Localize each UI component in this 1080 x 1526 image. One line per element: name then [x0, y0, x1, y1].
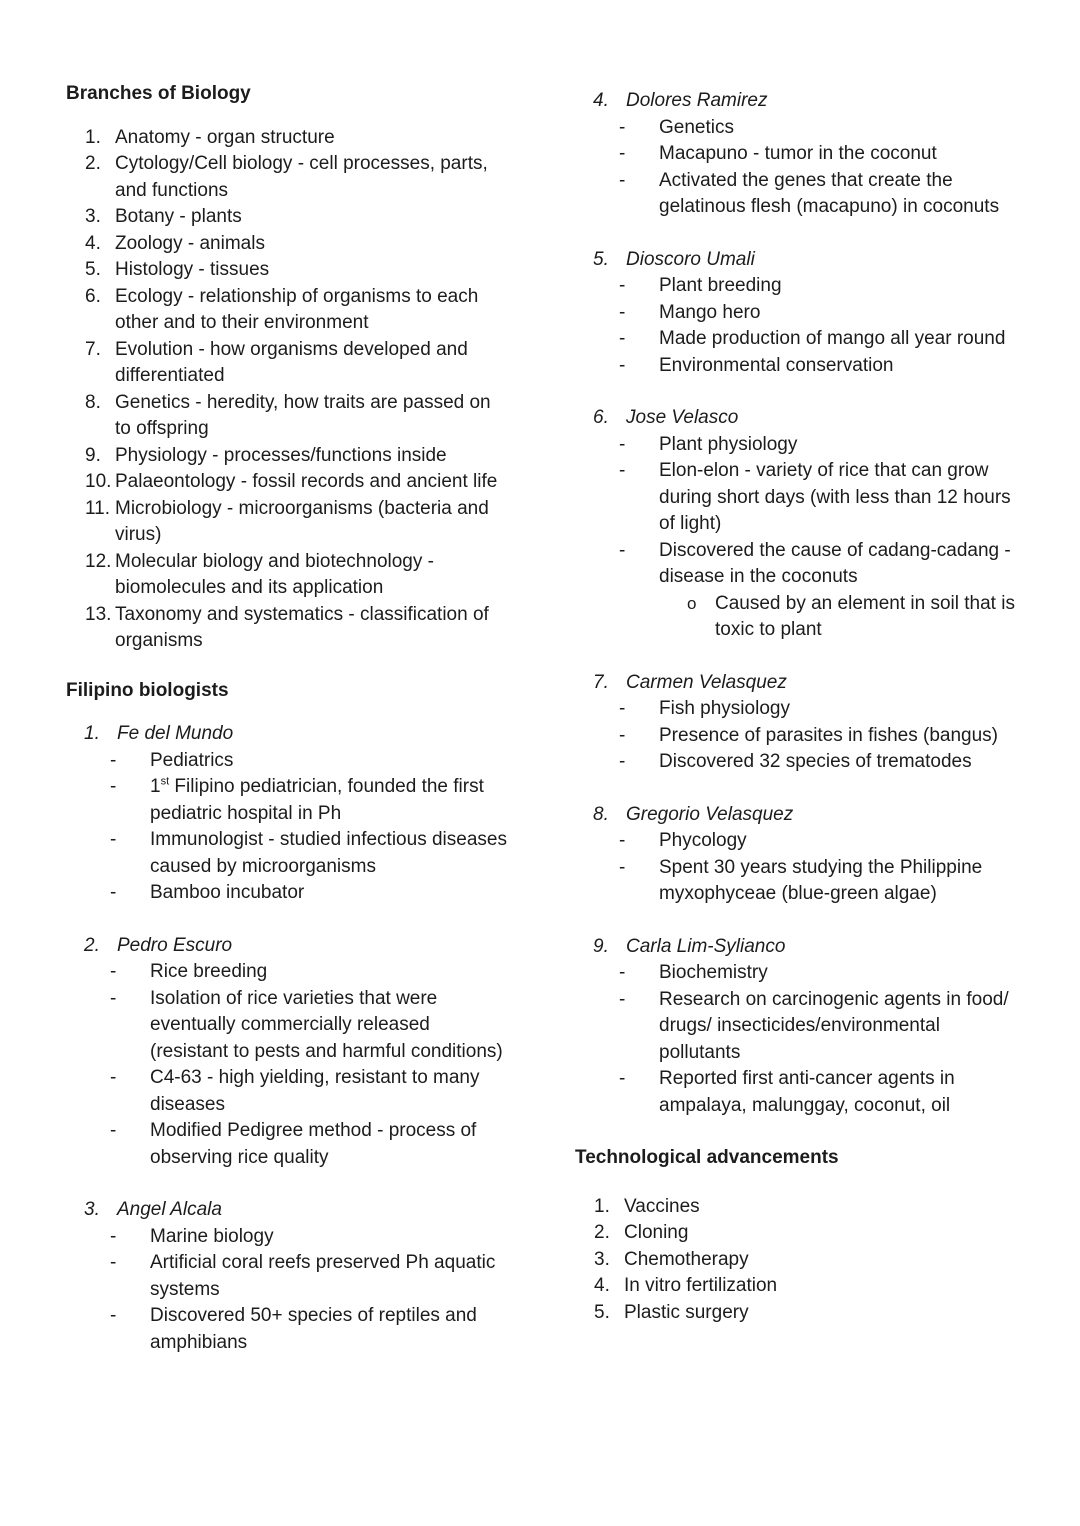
- branch-list-item: [66, 125, 508, 152]
- biologist-entry: [575, 88, 1015, 221]
- biologist-name-row: [575, 670, 1015, 697]
- bullet-text: Immunologist - studied infectious diseases caused by microorganisms: [150, 829, 507, 877]
- tech-list-item: [575, 1194, 1015, 1221]
- biologist-number: 1.: [84, 723, 100, 744]
- bullet-text: Made production of mango all year round: [659, 328, 1006, 349]
- dash-marker: [619, 828, 659, 855]
- dash-marker: [619, 273, 659, 300]
- left-column: [66, 0, 508, 1382]
- dash-marker: [110, 1065, 150, 1118]
- dash-marker: [619, 326, 659, 353]
- biologist-name: Pedro Escuro: [117, 934, 233, 956]
- bullet-item: [66, 880, 508, 907]
- bullet-item: [575, 723, 1015, 750]
- sub-bullet-item: [575, 591, 1015, 644]
- bullet-text: Pediatrics: [150, 749, 234, 771]
- dash-marker: [619, 115, 659, 142]
- tech-item-text: Cloning: [624, 1222, 689, 1243]
- section-heading-biologists: Filipino biologists: [66, 679, 229, 701]
- bullet-item: [66, 1065, 508, 1118]
- bullet-item: [575, 960, 1015, 987]
- tech-list-item: [575, 1220, 1015, 1247]
- circle-marker: [687, 591, 715, 644]
- bullet-item: [575, 696, 1015, 723]
- bullet-item: [575, 273, 1015, 300]
- bullet-item: [66, 748, 508, 775]
- bullet-item: [66, 986, 508, 1066]
- dash-marker: [619, 538, 659, 591]
- bullet-text: Reported first anti-cancer agents in ampalaya, malunggay, coconut, oil: [659, 1068, 955, 1116]
- branch-list-item: [66, 231, 508, 258]
- dash-marker: [619, 987, 659, 1067]
- text-part: 1: [150, 776, 161, 797]
- tech-item-text: In vitro fertilization: [624, 1275, 778, 1296]
- bullet-item: [575, 855, 1015, 908]
- dash-marker: [110, 1303, 150, 1356]
- biologist-name-row: [66, 933, 508, 960]
- dash-marker: [619, 1066, 659, 1119]
- biologist-entry: [575, 405, 1015, 644]
- bullet-item: [575, 538, 1015, 591]
- bullet-text: Spent 30 years studying the Philippine myxophyceae (blue-green algae): [659, 856, 983, 904]
- biologist-entry: [575, 670, 1015, 776]
- bullet-item: [66, 774, 508, 827]
- bullet-text: Discovered the cause of cadang-cadang - disease in the coconuts: [659, 539, 1011, 587]
- dash-marker: [619, 300, 659, 327]
- biologist-entry: [66, 721, 508, 907]
- biologist-name: Carmen Velasquez: [626, 671, 787, 693]
- branch-item-text: Anatomy - organ structure: [115, 126, 335, 148]
- dash-marker: [110, 959, 150, 986]
- branch-item-text: Ecology - relationship of organisms to each other and to their environment: [115, 285, 479, 333]
- bullet-item: [575, 458, 1015, 538]
- bullet-item: [575, 749, 1015, 776]
- bullet-item: [575, 326, 1015, 353]
- branch-item-text: Evolution - how organisms developed and differentiated: [115, 338, 468, 386]
- branch-item-text: Zoology - animals: [115, 232, 265, 254]
- bullet-item: [575, 828, 1015, 855]
- tech-list-item: [575, 1273, 1015, 1300]
- dash-marker: [619, 696, 659, 723]
- bullet-text: Elon-elon - variety of rice that can grow during short days (with less than 12 hours of light): [659, 460, 1011, 534]
- dash-marker: [110, 748, 150, 775]
- bullet-item: [575, 115, 1015, 142]
- branch-item-text: Histology - tissues: [115, 259, 270, 280]
- branches-list: [66, 125, 508, 655]
- dash-marker: [110, 827, 150, 880]
- branch-item-text: Taxonomy and systematics - classification of organisms: [115, 603, 489, 651]
- biologist-name-row: [66, 721, 508, 748]
- text-part: Filipino pediatrician, founded the first pediatric hospital in Ph: [150, 776, 484, 824]
- tech-item-text: Plastic surgery: [624, 1301, 749, 1323]
- biologist-entry: [66, 1197, 508, 1356]
- branch-list-item: [66, 469, 508, 496]
- bullet-text: Plant physiology: [659, 433, 798, 455]
- biologist-name: Dolores Ramirez: [626, 90, 768, 111]
- branch-list-item: [66, 602, 508, 655]
- branch-list-item: [66, 549, 508, 602]
- tech-list-item: [575, 1300, 1015, 1327]
- dash-marker: [619, 168, 659, 221]
- dash-marker: [619, 458, 659, 538]
- bullet-text: Research on carcinogenic agents in food/ drugs/ insecticides/environmental pollutants: [659, 988, 1009, 1063]
- dash-marker: [619, 749, 659, 776]
- branch-list-item: [66, 337, 508, 390]
- sub-bullet-text: Caused by an element in soil that is toxic to plant: [715, 592, 1015, 640]
- branch-list-item: [66, 151, 508, 204]
- biologist-name: Jose Velasco: [626, 407, 739, 428]
- branch-list-item: [66, 443, 508, 470]
- bullet-text: Plant breeding: [659, 275, 782, 296]
- biologist-name: Carla Lim-Sylianco: [626, 935, 786, 957]
- bullet-item: [575, 432, 1015, 459]
- biologist-name-row: [575, 802, 1015, 829]
- dash-marker: [110, 880, 150, 907]
- branch-item-text: Microbiology - microorganisms (bacteria and virus): [115, 497, 489, 545]
- bullet-item: [66, 827, 508, 880]
- dash-marker: [110, 774, 150, 827]
- section-heading-tech: Technological advancements: [575, 1147, 839, 1168]
- branch-list-item: [66, 284, 508, 337]
- biologist-name-row: [575, 88, 1015, 115]
- dash-marker: [110, 1224, 150, 1251]
- bullet-item: [575, 168, 1015, 221]
- biologists-entries-right: [575, 88, 1015, 1119]
- bullet-text: Environmental conservation: [659, 354, 894, 376]
- branch-item-text: Physiology - processes/functions inside: [115, 444, 447, 466]
- biologist-entry: [66, 933, 508, 1172]
- bullet-text: Isolation of rice varieties that were eventually commercially released (resistant to pests and harmful conditions): [150, 987, 503, 1062]
- biologists-entries-left: [66, 721, 508, 1356]
- biologist-entry: [575, 934, 1015, 1120]
- bullet-item: [66, 1250, 508, 1303]
- biologist-number: 9.: [593, 935, 609, 957]
- biologist-number: 4.: [593, 90, 609, 111]
- bullet-text: [150, 774, 508, 827]
- branch-item-text: Botany - plants: [115, 206, 242, 227]
- bullet-text: Mango hero: [659, 301, 761, 323]
- bullet-text: C4-63 - high yielding, resistant to many diseases: [150, 1067, 480, 1115]
- branch-item-text: Palaeontology - fossil records and ancient life: [115, 471, 498, 492]
- biologist-number: 8.: [593, 803, 609, 825]
- biologist-entry: [575, 802, 1015, 908]
- branch-list-item: [66, 390, 508, 443]
- bullet-item: [575, 987, 1015, 1067]
- dash-marker: [619, 855, 659, 908]
- branch-list-item: [66, 204, 508, 231]
- dash-marker: [619, 723, 659, 750]
- biologist-number: 6.: [593, 407, 609, 428]
- biologist-name: Angel Alcala: [117, 1199, 222, 1220]
- bullet-item: [575, 141, 1015, 168]
- bullet-item: [66, 1303, 508, 1356]
- branch-item-text: Molecular biology and biotechnology - biomolecules and its application: [115, 550, 434, 598]
- bullet-item: [575, 353, 1015, 380]
- bullet-text: Genetics: [659, 116, 734, 138]
- bullet-item: [66, 1224, 508, 1251]
- branch-item-text: Cytology/Cell biology - cell processes, parts, and functions: [115, 153, 488, 201]
- bullet-text: Discovered 50+ species of reptiles and amphibians: [150, 1305, 477, 1353]
- bullet-text: Marine biology: [150, 1225, 274, 1247]
- dash-marker: [619, 353, 659, 380]
- bullet-text: Modified Pedigree method - process of observing rice quality: [150, 1120, 477, 1168]
- dash-marker: [619, 141, 659, 168]
- biologist-name: Dioscoro Umali: [626, 248, 755, 270]
- bullet-text: Phycology: [659, 830, 747, 851]
- biologist-number: 7.: [593, 671, 609, 693]
- biologist-name-row: [575, 247, 1015, 274]
- bullet-text: Discovered 32 species of trematodes: [659, 751, 972, 772]
- bullet-text: Bamboo incubator: [150, 882, 305, 903]
- biologist-number: 5.: [593, 248, 609, 270]
- branch-item-text: Genetics - heredity, how traits are passed on to offspring: [115, 391, 491, 439]
- tech-item-text: Vaccines: [624, 1195, 700, 1217]
- biologist-name-row: [575, 934, 1015, 961]
- bullet-text: Activated the genes that create the gelatinous flesh (macapuno) in coconuts: [659, 169, 1000, 217]
- dash-marker: [619, 960, 659, 987]
- bullet-item: [66, 1118, 508, 1171]
- tech-item-text: Chemotherapy: [624, 1248, 749, 1270]
- biologist-name: Gregorio Velasquez: [626, 803, 794, 825]
- biologist-name-row: [575, 405, 1015, 432]
- bullet-item: [66, 959, 508, 986]
- branch-list-item: [66, 257, 508, 284]
- dash-marker: [110, 1118, 150, 1171]
- bullet-text: Macapuno - tumor in the coconut: [659, 143, 937, 164]
- bullet-text: Biochemistry: [659, 962, 768, 983]
- bullet-text: Presence of parasites in fishes (bangus): [659, 724, 999, 746]
- dash-marker: [110, 986, 150, 1066]
- right-column: [575, 0, 1015, 1326]
- tech-list: [575, 1194, 1015, 1327]
- branch-list-item: [66, 496, 508, 549]
- biologist-name: Fe del Mundo: [117, 723, 234, 744]
- biologist-number: 2.: [84, 934, 100, 956]
- bullet-text: Rice breeding: [150, 961, 268, 982]
- dash-marker: [619, 432, 659, 459]
- ordinal-suffix: st: [160, 775, 170, 788]
- section-heading-branches: Branches of Biology: [66, 83, 251, 104]
- tech-list-item: [575, 1247, 1015, 1274]
- biologist-number: 3.: [84, 1199, 100, 1220]
- biologist-entry: [575, 247, 1015, 380]
- bullet-text: Artificial coral reefs preserved Ph aquatic systems: [150, 1252, 496, 1300]
- dash-marker: [110, 1250, 150, 1303]
- biologist-name-row: [66, 1197, 508, 1224]
- bullet-text: Fish physiology: [659, 698, 790, 719]
- bullet-item: [575, 300, 1015, 327]
- bullet-item: [575, 1066, 1015, 1119]
